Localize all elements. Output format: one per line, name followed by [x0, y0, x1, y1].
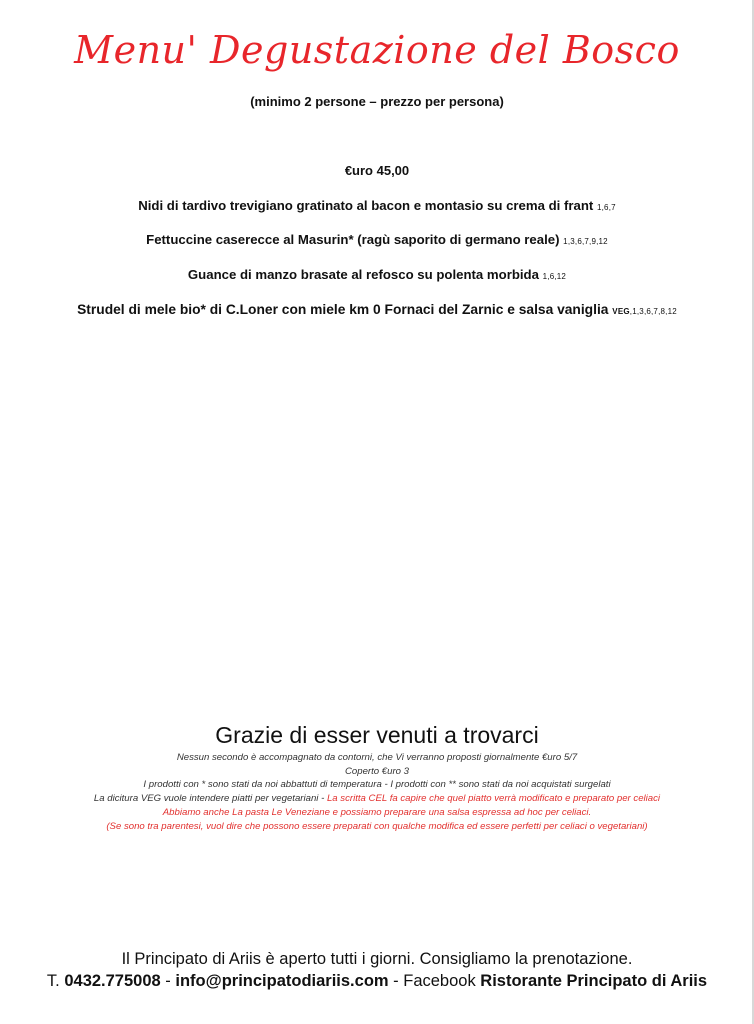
facebook-page[interactable]: Ristorante Principato di Ariis — [480, 972, 708, 990]
dish-item — [0, 302, 754, 317]
dish-item — [0, 198, 754, 213]
phone-number[interactable]: 0432.775008 — [64, 972, 161, 990]
dish-allergens: 1,6,7 — [596, 203, 616, 212]
dish-name: Nidi di tardivo trevigiano gratinato al bacon e montasio su crema di frant — [138, 198, 594, 213]
menu-title: Menu' Degustazione del Bosco — [74, 28, 680, 72]
dish-allergens: 1,3,6,7,9,12 — [563, 237, 608, 246]
footer-opening-info: Il Principato di Ariis è aperto tutti i giorni. Consigliamo la prenotazione. — [121, 950, 633, 968]
note-line: Abbiamo anche La pasta Le Veneziane e possiamo preparare una salsa espressa ad hoc per celiaci. — [162, 807, 592, 818]
menu-price: €uro 45,00 — [344, 163, 410, 178]
dish-name: Strudel di mele bio* di C.Loner con miele km 0 Fornaci del Zarnic e salsa vaniglia — [77, 302, 609, 317]
dish-name: Guance di manzo brasate al refosco su polenta morbida — [187, 267, 539, 282]
footer-separator: - — [160, 972, 176, 990]
phone-prefix: T. — [46, 972, 65, 990]
dish-name: Fettuccine caserecce al Masurin* (ragù saporito di germano reale) — [146, 232, 560, 247]
menu-subtitle: (minimo 2 persone – prezzo per persona) — [250, 94, 504, 109]
note-cel-text: La scritta CEL fa capire che quel piatto verrà modificato e preparato per celiaci — [326, 793, 661, 804]
email-link[interactable]: info@principatodiariis.com — [175, 972, 389, 990]
note-veg-text: La dicitura VEG vuole intendere piatti per vegetariani - — [93, 793, 327, 804]
note-line — [0, 793, 754, 805]
note-line: Nessun secondo è accompagnato da contorni, che Vi verranno proposti giornalmente €uro 5/7 — [176, 752, 578, 763]
note-line: I prodotti con * sono stati da noi abbattuti di temperatura - I prodotti con ** sono stati da noi acquistati surgelati — [143, 779, 611, 790]
note-line: Coperto €uro 3 — [345, 766, 409, 777]
dish-allergens: 1,6,12 — [542, 272, 567, 281]
thanks-heading: Grazie di esser venuti a trovarci — [215, 722, 539, 748]
footer-contacts — [0, 972, 754, 991]
dish-allergens — [612, 307, 677, 316]
note-line: (Se sono tra parentesi, vuol dire che possono essere preparati con qualche modifica ed essere perfetti per celiaci o vegetariani) — [106, 821, 648, 832]
dish-item — [0, 232, 754, 247]
veg-label: VEG — [612, 307, 630, 316]
dish-allergen-codes: ,1,3,6,7,8,12 — [629, 307, 677, 316]
dish-item — [0, 267, 754, 282]
footer-separator: - Facebook — [388, 972, 481, 990]
